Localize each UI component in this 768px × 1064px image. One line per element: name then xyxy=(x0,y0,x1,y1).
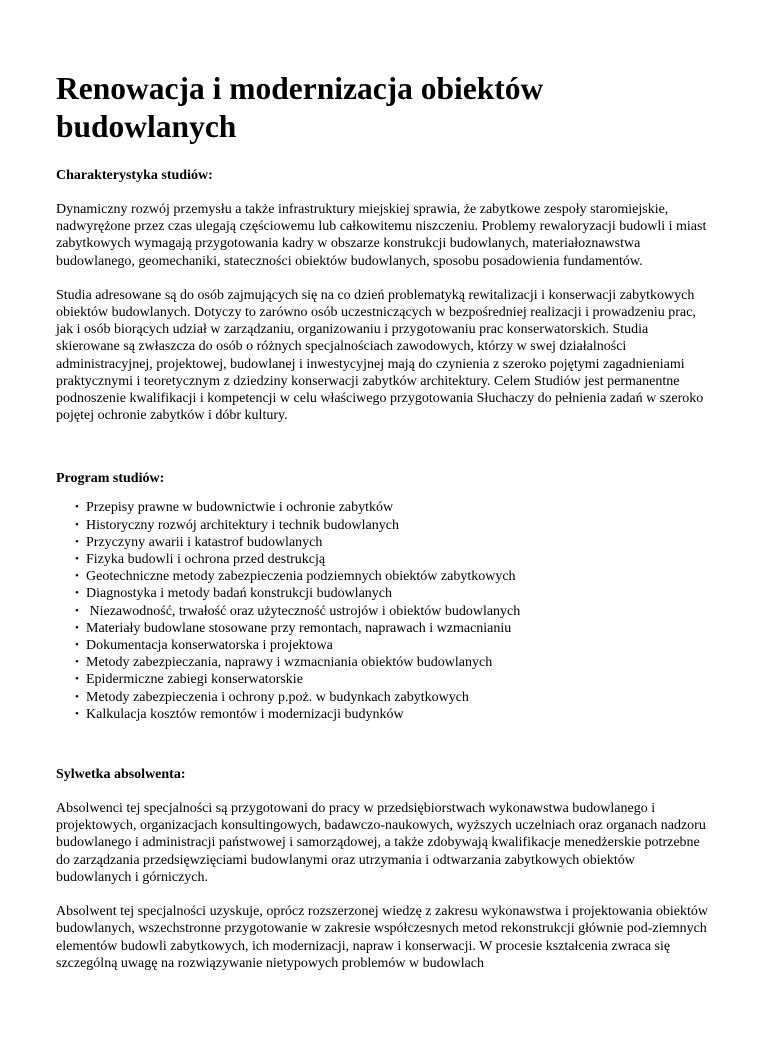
program-list-item: • Diagnostyka i metody badań konstrukcji budowlanych xyxy=(75,586,392,602)
bullet-icon: • xyxy=(75,518,79,531)
program-list-item: • Fizyka budowli i ochrona przed destrukcją xyxy=(75,552,326,568)
bullet-icon: • xyxy=(75,621,79,634)
bullet-icon: • xyxy=(75,535,79,548)
program-list-item: • Niezawodność, trwałość oraz użyteczność ustrojów i obiektów budowlanych xyxy=(75,603,521,619)
bullet-icon: • xyxy=(75,553,79,566)
program-list-item: • Epidermiczne zabiegi konserwatorskie xyxy=(75,672,303,688)
document-page xyxy=(0,70,768,972)
program-list-item: • Dokumentacja konserwatorska i projektowa xyxy=(75,638,333,654)
characteristics-paragraph-1: Dynamiczny rozwój przemysłu a także infrastruktury miejskiej sprawia, że zabytkowe zespoły staromiejskie, nadwyrężone przez czas ulegają częściowemu lub całkowitemu niszczeniu. Problemy rewaloryzacji budowli i miast zabytkowych wymagają przygotowania kadry w obszarze konstrukcji budowlanych, materiałoznawstwa budowlanego, geomechaniki, stateczności obiektów budowlanych, sposobu posadowienia fundamentów. xyxy=(56,202,707,269)
program-list-item: • Materiały budowlane stosowane przy remontach, naprawach i wzmacnianiu xyxy=(75,620,512,636)
bullet-icon: • xyxy=(75,587,79,600)
program-list-item: • Geotechniczne metody zabezpieczenia podziemnych obiektów zabytkowych xyxy=(75,569,516,585)
program-list-item: • Przepisy prawne w budownictwie i ochronie zabytków xyxy=(75,500,394,516)
program-list-item: • Metody zabezpieczenia i ochrony p.poż. w budynkach zabytkowych xyxy=(75,689,469,705)
program-list xyxy=(56,499,712,723)
bullet-icon: • xyxy=(75,707,79,720)
bullet-icon: • xyxy=(75,639,79,652)
characteristics-paragraph-2: Studia adresowane są do osób zajmujących się na co dzień problematyką rewitalizacji i konserwacji zabytkowych obiektów budowlanych. Dotyczy to zarówno osób uczestniczących w bezpośredniej realizacji i prowadzeniu prac, jak i osób biorących udział w zarządzaniu, organizowaniu i przygotowaniu prac konserwatorskich. Studia skierowane są zwłaszcza do osób o różnych specjalnościach zawodowych, którzy w swej działalności administracyjnej, projektowej, budowlanej i inwestycyjnej mają do czynienia z szeroko pojętymi zagadnieniami praktycznymi i teoretycznym z dziedziny konserwacji zabytków architektury. Celem Studiów jest permanentne podnoszenie kwalifikacji i kompetencji w celu właściwego przygotowania Słuchaczy do pełnienia zadań w szeroko pojętej ochronie zabytków i dóbr kultury. xyxy=(56,287,704,424)
page-title: Renowacja i modernizacja obiektów budowlanych xyxy=(56,71,544,144)
characteristics-heading: Charakterystyka studiów: xyxy=(56,168,213,183)
graduate-paragraph-1: Absolwenci tej specjalności są przygotowani do pracy w przedsiębiorstwach wykonawstwa budowlanego i projektowych, organizacjach konsultingowych, badawczo-naukowych, wyższych uczelniach oraz organach nadzoru budowlanego i administracji państwowej i samorządowej, a także zdobywają kwalifikacje menedżerskie potrzebne do zarządzania przedsięwzięciami budowlanymi oraz utrzymania i odtwarzania zabytkowych obiektów budowlanych i górniczych. xyxy=(56,801,706,885)
program-heading: Program studiów: xyxy=(56,471,165,487)
graduate-paragraph-2: Absolwent tej specjalności uzyskuje, oprócz rozszerzonej wiedzę z zakresu wykonawstwa i projektowania obiektów budowlanych, wszechstronne przygotowanie w zakresie współczesnych metod rekonstrukcji głównie pod-ziemnych elementów budowli zabytkowych, ich modernizacji, napraw i konserwacji. W procesie kształcenia zwraca się szczególną uwagę na rozwiązywanie nietypowych problemów w budowlach xyxy=(56,904,708,971)
bullet-icon: • xyxy=(75,501,79,514)
program-list-item: • Historyczny rozwój architektury i technik budowlanych xyxy=(75,517,399,533)
program-list-item: • Kalkulacja kosztów remontów i modernizacji budynków xyxy=(75,706,404,722)
bullet-icon: • xyxy=(75,673,79,686)
bullet-icon: • xyxy=(75,570,79,583)
bullet-icon: • xyxy=(75,690,79,703)
program-list-item: • Metody zabezpieczania, naprawy i wzmacniania obiektów budowlanych xyxy=(75,655,493,671)
bullet-icon: • xyxy=(75,604,79,617)
bullet-icon: • xyxy=(75,656,79,669)
program-list-item: • Przyczyny awarii i katastrof budowlanych xyxy=(75,534,323,550)
graduate-heading: Sylwetka absolwenta: xyxy=(56,767,186,783)
